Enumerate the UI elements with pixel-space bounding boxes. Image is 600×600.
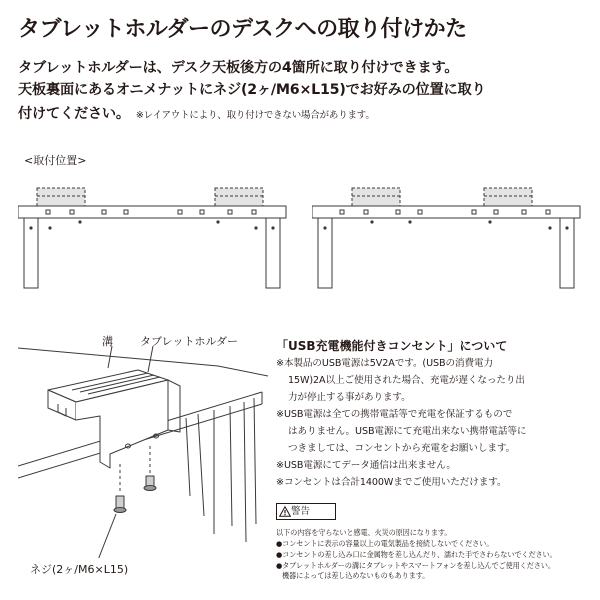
usb-note-line: ※コンセントは合計1400Wまでご使用いただけます。	[276, 477, 507, 488]
warning-triangle-icon	[279, 506, 291, 517]
usb-note-line: ※本製品のUSB電源は5V2Aです。(USBの消費電力	[276, 358, 493, 369]
screw-spec-label: ネジ(2ヶ/M6×L15)	[30, 563, 129, 576]
warning-item: 機器によっては差し込めないものもあります。	[282, 571, 430, 580]
intro-line-1: タブレットホルダーは、デスク天板後方の4箇所に取り付けできます。	[18, 60, 459, 76]
warning-item: ●タブレットホルダーの溝にタブレットやスマートフォンを差し込んでご使用ください。	[276, 561, 555, 570]
usb-note-line: つきましては、コンセントから充電をお願いします。	[288, 443, 516, 454]
intro-line-3-main: 付けてください。	[18, 106, 130, 122]
usb-note-line: 15W)2A以上ご使用された場合、充電が遅くなったり出	[288, 375, 525, 386]
intro-line-3	[18, 103, 375, 123]
intro-line-2: 天板裏面にあるオニメナットにネジ(2ヶ/M6×L15)でお好みの位置に取り	[18, 82, 486, 98]
usb-section-heading: 「USB充電機能付きコンセント」について	[276, 339, 508, 353]
holder-mounting-diagram	[18, 346, 270, 558]
groove-label: 溝	[102, 335, 113, 348]
usb-note-line: はありません。USB電源にて充電出来ない携帯電話等に	[288, 426, 527, 437]
page-title: タブレットホルダーのデスクへの取り付けかた	[18, 17, 467, 42]
usb-note-line: 力が停止する事があります。	[288, 392, 411, 403]
warning-item: ●コンセントに表示の容量以上の電気製品を接続しないでください。	[276, 539, 494, 548]
usb-note-line: ※USB電源にてデータ通信は出来ません。	[276, 460, 456, 471]
desk-front-view-right	[312, 184, 584, 290]
mounting-position-label: <取付位置>	[24, 154, 87, 167]
usb-note-line: ※USB電源は全ての携帯電話等で充電を保証するもので	[276, 409, 513, 420]
layout-note: ※レイアウトにより、取り付けできない場合があります。	[135, 110, 375, 121]
desk-front-view-left	[18, 184, 290, 290]
warning-badge	[276, 503, 336, 520]
warning-item: ●コンセントの差し込み口に金属物を差し込んだり、濡れた手でさわらないでください。	[276, 550, 557, 559]
warning-intro: 以下の内容を守らないと感電、火災の原因になります。	[276, 528, 452, 537]
tablet-holder-label: タブレットホルダー	[140, 335, 239, 348]
warning-label: 警告	[291, 506, 311, 517]
